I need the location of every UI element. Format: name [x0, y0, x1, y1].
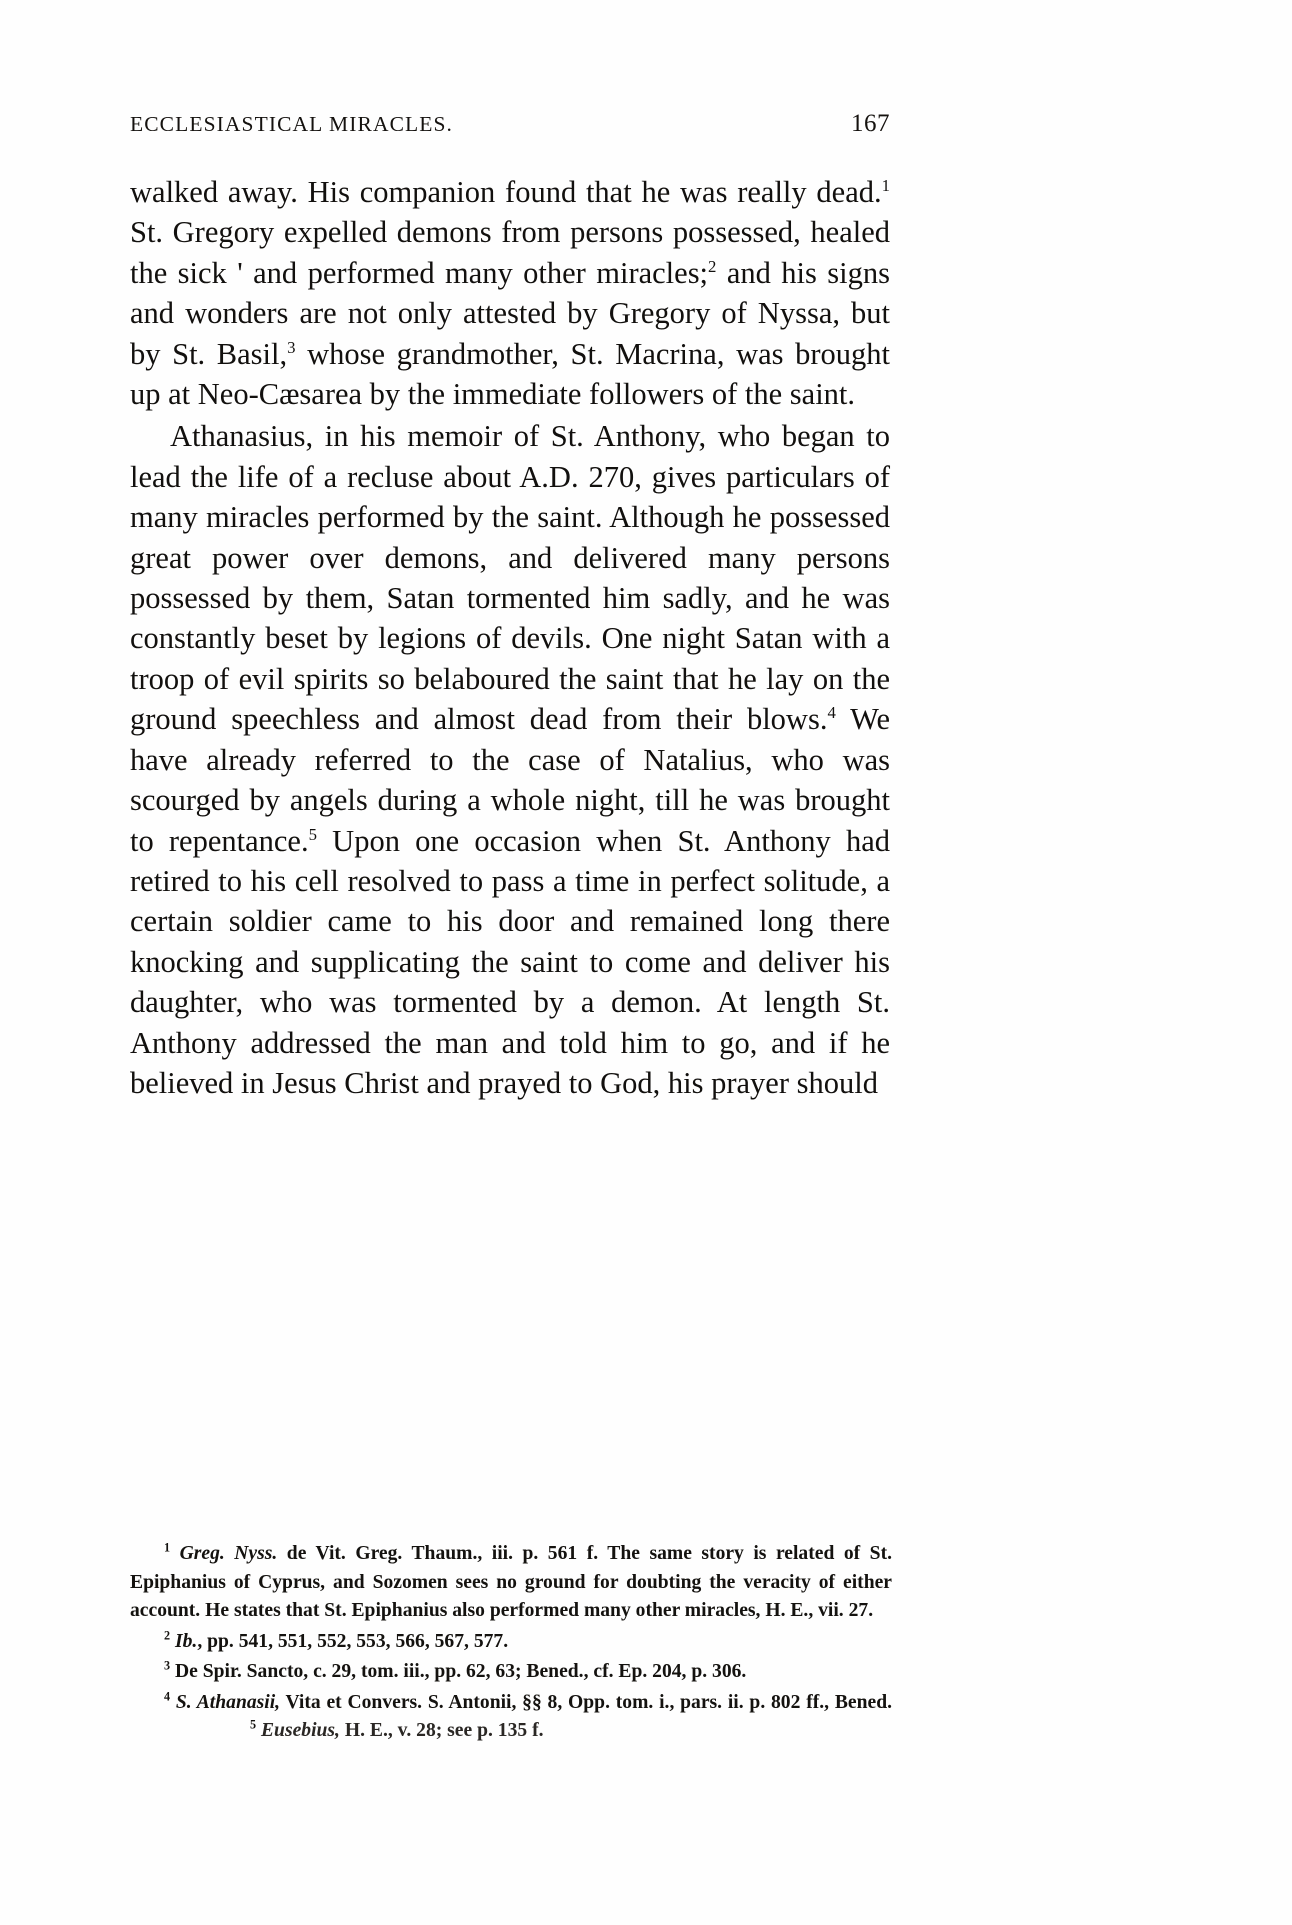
footnote-5-text: H. E., v. 28; see p. 135 f. — [339, 1720, 544, 1741]
footnote-1-italic-lead: Greg. Nyss. — [179, 1543, 278, 1564]
footnote-3-marker: 3 — [164, 1658, 171, 1673]
footnote-4-marker: 4 — [164, 1688, 171, 1703]
footnote-ref-3[interactable]: 3 — [287, 337, 296, 357]
paragraph-1-text-b: St. Gregory expelled demons from persons possessed, healed the sick ' and performed many other miracles; — [130, 215, 890, 290]
footnote-ref-2[interactable]: 2 — [708, 256, 717, 276]
footnote-ref-5[interactable]: 5 — [308, 824, 317, 844]
paragraph-2-text-a: Athanasius, in his memoir of St. Anthony, who began to lead the life of a recluse about A.D. 270, gives particulars of many miracles performed by the saint. Although he possessed great power over demons, and delivered many persons possessed by them, Satan tormented him sadly, and he was constantly beset by legions of devils. One night Satan with a troop of evil spirits so belaboured the saint that he lay on the ground speechless and almost dead from their blows. — [130, 419, 890, 737]
footnote-4-italic-lead: S. Athanasii, — [175, 1691, 281, 1713]
footnote-2-italic-lead: Ib. — [174, 1630, 198, 1652]
paragraph-2 — [130, 416, 890, 1103]
footnote-1-marker: 1 — [164, 1540, 171, 1555]
footnote-ref-4[interactable]: 4 — [827, 703, 836, 723]
page-header — [130, 110, 890, 138]
footnotes-block — [130, 1540, 892, 1748]
footnote-2 — [130, 1628, 892, 1657]
paragraph-1-text-c: and his signs and wonders are not only attested by Gregory of Nyssa, but by St. Basil, — [130, 255, 891, 371]
paragraph-2-text-c: Upon one occasion when St. Anthony had retired to his cell resolved to pass a time in perfect solitude, a certain soldier came to his door and remained long there knocking and supplicating the saint to come and deliver his daughter, who was tormented by a demon. At length St. Anthony addressed the man and told him to go, and if he believed in Jesus Christ and prayed to God, his prayer should — [130, 823, 891, 1100]
paragraph-1-text-a: walked away. His companion found that he was really dead. — [130, 175, 882, 209]
footnote-ref-1[interactable]: 1 — [881, 175, 890, 195]
footnote-3-text: De Spir. Sancto, c. 29, tom. iii., pp. 62, 63; Bened., cf. Ep. 204, p. 306. — [174, 1661, 747, 1682]
footnote-1-text: de Vit. Greg. Thaum., iii. p. 561 f. The same story is related of St. Epiphanius of Cyprus, and Sozomen sees no ground for doubting the veracity of either account. He states that St. Epiphanius also performed many other miracles, H. E., vii. 27. — [130, 1543, 893, 1621]
footnote-2-text: , pp. 541, 551, 552, 553, 566, 567, 577. — [197, 1630, 509, 1652]
footnote-4 — [130, 1689, 892, 1746]
paragraph-1-text-d: whose grandmother, St. Macrina, was brought up at Neo-Cæsarea by the immediate followers of the saint. — [130, 336, 890, 412]
paragraph-1 — [130, 172, 890, 414]
running-title: ECCLESIASTICAL MIRACLES. — [130, 112, 454, 136]
footnote-4-text: Vita et Convers. S. Antonii, §§ 8, Opp. tom. i., pars. ii. p. 802 ff., Bened. — [280, 1691, 892, 1713]
footnote-3 — [130, 1658, 892, 1687]
footnote-5-italic-lead: Eusebius, — [260, 1720, 340, 1741]
footnote-5-marker: 5 — [250, 1717, 257, 1732]
footnote-1 — [130, 1540, 892, 1626]
page-number: 167 — [851, 110, 890, 137]
footnote-2-marker: 2 — [164, 1627, 171, 1642]
page-content — [130, 110, 890, 1103]
paragraph-2-text-b: We have already referred to the case of Natalius, who was scourged by angels during a whole night, till he was brought to repentance. — [130, 702, 890, 858]
